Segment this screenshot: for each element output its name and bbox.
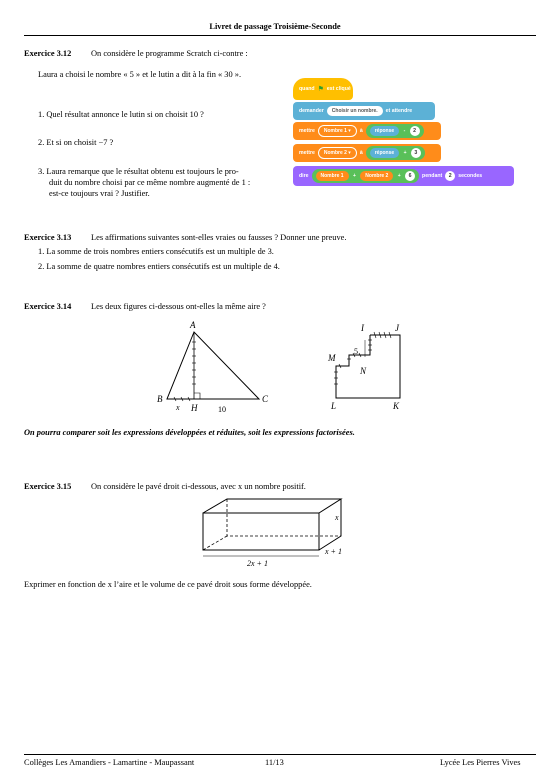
exercise-intro: On considère le programme Scratch ci-contre : xyxy=(91,49,248,58)
scratch-ask-label: demander xyxy=(299,108,324,114)
scratch-seconds-label: secondes xyxy=(458,173,483,179)
footer-right: Lycée Les Pierres Vives xyxy=(440,758,521,767)
dimension-label: x xyxy=(335,513,339,522)
cuboid-figure xyxy=(195,492,360,570)
question-2: 2. La somme de quatre nombres entiers consécutifs est un multiple de 4. xyxy=(38,262,280,271)
vertex-label: I xyxy=(361,323,364,333)
exercise-hint: On pourra comparer soit les expressions développées et réduites, soit les expressions factorisées. xyxy=(24,428,355,437)
dimension-label: x xyxy=(176,403,180,412)
scratch-number-input: 2 xyxy=(410,126,420,136)
scratch-add-operator xyxy=(366,146,425,160)
scratch-ask-block xyxy=(293,102,435,120)
question-1: 1. La somme de trois nombres entiers consécutifs est un multiple de 3. xyxy=(38,247,274,256)
scratch-to-label: à xyxy=(359,128,363,134)
vertex-label: B xyxy=(157,394,163,404)
exercise-intro: Les deux figures ci-dessous ont-elles la même aire ? xyxy=(91,302,266,311)
scratch-program xyxy=(290,72,550,202)
dimension-label: 10 xyxy=(218,405,226,414)
exercise-intro: On considère le pavé droit ci-dessous, avec x un nombre positif. xyxy=(91,482,306,491)
footer-rule xyxy=(24,754,536,755)
scratch-plus-sign: + xyxy=(352,173,356,179)
dimension-label: x + 1 xyxy=(325,547,342,556)
scratch-subtract-operator xyxy=(366,124,424,138)
question-3-line-1: 3. Laura remarque que le résultat obtenu est toujours le pro- xyxy=(38,167,239,176)
dimension-label: 5 xyxy=(354,347,358,356)
scratch-hat-label-2: est cliqué xyxy=(326,86,351,92)
question-1: 1. Quel résultat annonce le lutin si on choisit 10 ? xyxy=(38,110,204,119)
scratch-say-label: dire xyxy=(299,173,309,179)
scratch-multiply-operator xyxy=(312,169,420,183)
scratch-number-input: 6 xyxy=(405,171,415,181)
question-3-line-2: duit du nombre choisi par ce même nombre augmenté de 1 : xyxy=(49,178,251,187)
exercise-label: Exercice 3.13 xyxy=(24,233,72,242)
page-number: 11/13 xyxy=(265,758,284,767)
scratch-hat-label: quand xyxy=(299,86,315,92)
vertex-label: L xyxy=(331,401,337,411)
exercise-label: Exercice 3.14 xyxy=(24,302,72,311)
scratch-plus-sign: + xyxy=(397,173,401,179)
scratch-variable-dropdown: Nombre 1 ▾ xyxy=(318,125,357,137)
vertex-label: M xyxy=(328,353,336,363)
exercise-intro: Les affirmations suivantes sont-elles vraies ou fausses ? Donner une preuve. xyxy=(91,233,347,242)
page-header-title: Livret de passage Troisième-Seconde xyxy=(209,22,341,31)
scratch-answer-reporter: réponse xyxy=(370,148,399,158)
vertex-label: A xyxy=(190,320,196,330)
header-rule xyxy=(24,35,536,36)
scratch-to-label: à xyxy=(359,150,363,156)
scratch-set-label: mettre xyxy=(299,128,315,134)
scratch-set-label: mettre xyxy=(299,150,315,156)
exercise-label: Exercice 3.15 xyxy=(24,482,72,491)
scratch-say-block xyxy=(293,166,514,186)
footer-left: Collèges Les Amandiers - Lamartine - Maupassant xyxy=(24,758,195,767)
question-2: 2. Et si on choisit −7 ? xyxy=(38,138,114,147)
scratch-plus-sign: + xyxy=(403,150,407,156)
triangle-figure xyxy=(145,318,275,418)
vertex-label: J xyxy=(395,323,399,333)
scratch-set-nombre-2-block xyxy=(293,144,441,162)
dimension-label: 2x + 1 xyxy=(247,559,268,568)
scratch-ask-prompt: Choisir un nombre. xyxy=(327,106,383,116)
staircase-figure xyxy=(322,318,412,418)
scratch-minus-sign: - xyxy=(403,128,406,134)
question-3-line-3: est-ce toujours vrai ? Justifier. xyxy=(49,189,150,198)
scratch-during-label: pendant xyxy=(422,173,443,179)
scratch-nombre-2-reporter: Nombre 2 xyxy=(360,171,393,181)
exercise-context: Laura a choisi le nombre « 5 » et le lutin a dit à la fin « 30 ». xyxy=(38,70,242,79)
scratch-answer-reporter: réponse xyxy=(370,126,399,136)
scratch-variable-dropdown: Nombre 2 ▾ xyxy=(318,147,357,159)
scratch-ask-wait: et attendre xyxy=(385,108,413,114)
scratch-nombre-1-reporter: Nombre 1 xyxy=(316,171,349,181)
vertex-label: K xyxy=(393,401,400,411)
scratch-set-nombre-1-block xyxy=(293,122,441,140)
scratch-number-input: 2 xyxy=(445,171,455,181)
scratch-hat-block xyxy=(293,78,353,100)
exercise-question: Exprimer en fonction de x l’aire et le volume de ce pavé droit sous forme développée. xyxy=(24,580,312,589)
green-flag-icon: ⚑ xyxy=(317,86,324,93)
scratch-number-input: 3 xyxy=(411,148,421,158)
exercise-label: Exercice 3.12 xyxy=(24,49,72,58)
vertex-label: H xyxy=(191,403,198,413)
vertex-label: N xyxy=(360,366,367,376)
vertex-label: C xyxy=(262,394,269,404)
